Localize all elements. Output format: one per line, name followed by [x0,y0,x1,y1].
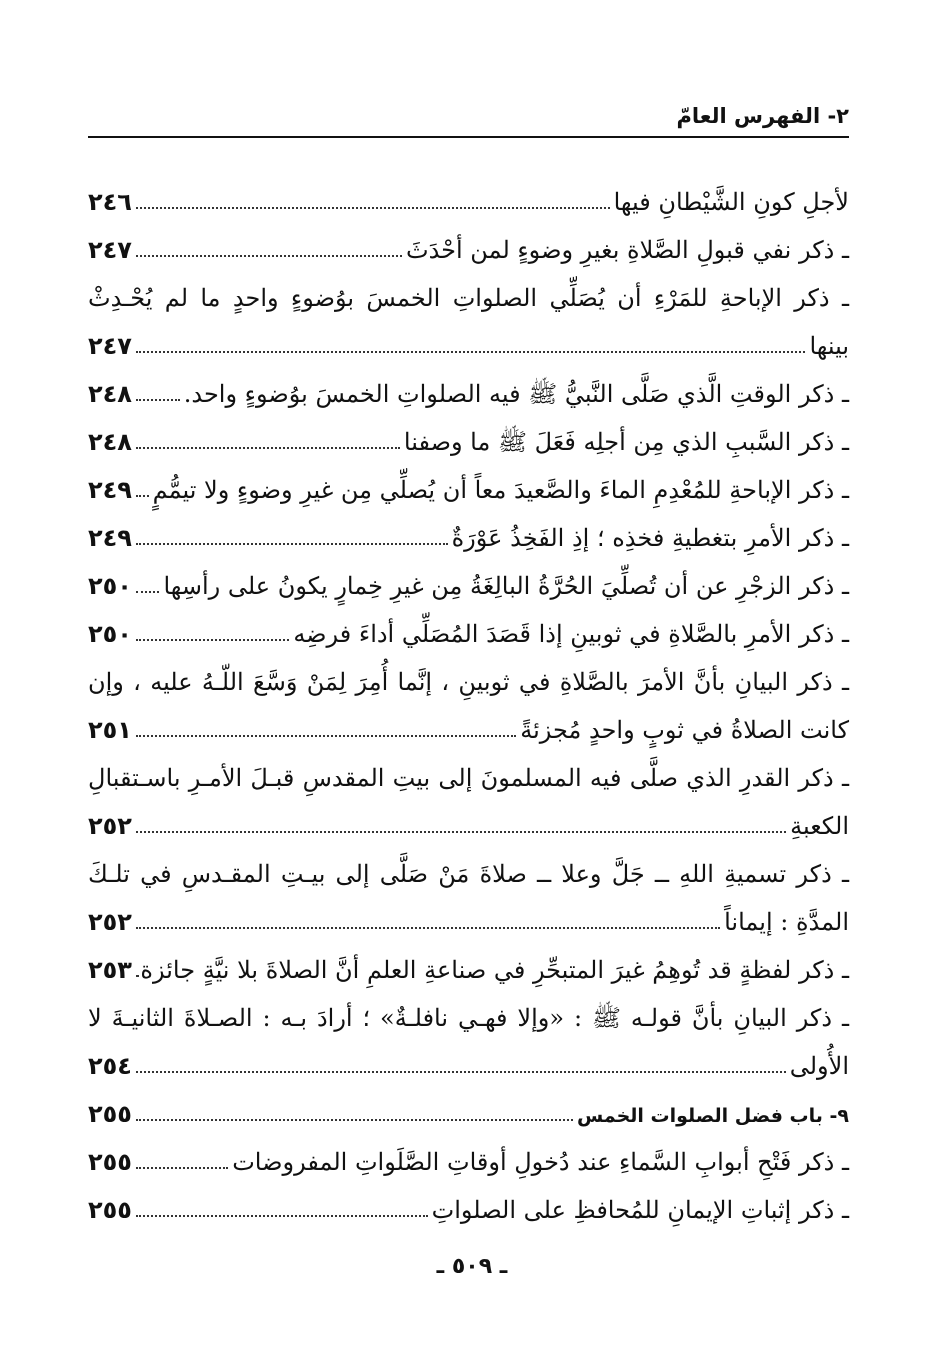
toc-entry-text: ـ ذكر تسميةِ اللهِ ــ جَلَّ وعلا ــ صلاةَ مَنْ صَلَّى إلى بيـتِ المقـدسِ في تلـكَ [88,860,849,888]
toc-page-number: ٢٥٠ [88,572,132,600]
toc-page-number: ٢٤٨ [88,428,132,456]
toc-entry-text: ـ ذكر الوقتِ الَّذي صَلَّى النَّبيُّ ﷺ فيه الصلواتِ الخمسَ بوُضوءٍ واحد. [183,380,849,408]
dot-leader [136,1119,573,1121]
toc-entry [88,1042,849,1090]
toc-entry-text: ـ ذكر الأمرِ بتغطيةِ فخذِه ؛ إذِ الفَخِذُ عَوْرَةٌ [451,524,849,552]
toc-entry [88,658,849,706]
toc-entry-text: ـ ذكر الإباحةِ للمَرْءِ أن يُصَلِّي الصلواتِ الخمسَ بوُضوءٍ واحدٍ ما لم يُحْـدِثْ [88,284,849,312]
dot-leader [136,207,610,209]
toc-entry [88,274,849,322]
toc-entry-text: المدَّةِ : إيماناً [724,908,849,936]
toc-entry [88,706,849,754]
toc-entry-text: ـ ذكر البيانِ بأنَّ الأمرَ بالصَّلاةِ في ثوبينِ ، إنَّما أُمِرَ لِمَنْ وَسَّعَ اللّـهُ عليه ، وإن [88,668,849,696]
toc-entry [88,946,849,994]
toc-entry [88,850,849,898]
toc-entry [88,226,849,274]
toc-page-number: ٢٥٤ [88,1052,132,1080]
toc-entry [88,898,849,946]
dot-leader [136,447,400,449]
header-title: ٢- الفهرس العامّ [676,104,849,128]
dot-leader [136,1071,786,1073]
toc-entry-text: ـ ذكر إثباتِ الإيمانِ للمُحافظِ على الصلواتِ [431,1196,849,1224]
toc-entry [88,562,849,610]
toc-entry-text: ـ ذكر نفي قبولِ الصَّلاةِ بغيرِ وضوءٍ لمن أحْدَثَ [405,236,849,264]
dot-leader [136,399,180,401]
toc-entry [88,1186,849,1234]
toc-entry-text: بينها [809,332,849,360]
dot-leader [136,927,720,929]
page-number: ـ ٥٠٩ ـ [436,1254,508,1279]
toc-page-number: ٢٥١ [88,716,132,744]
toc-page-number: ٢٥٥ [88,1196,132,1224]
toc-entry [88,370,849,418]
dot-leader [136,543,448,545]
dot-leader [136,1215,428,1217]
toc-entry-text: ـ ذكر فَتْحِ أبوابِ السَّماءِ عند دُخولِ أوقاتِ الصَّلَواتِ المفروضات [232,1148,849,1176]
toc-page-number: ٢٥٢ [88,908,132,936]
toc-entry-text: ٩- باب فضل الصلوات الخمس [576,1105,849,1127]
running-header [88,104,849,138]
dot-leader [136,351,806,353]
toc-entry-text: ـ ذكر الأمرِ بالصَّلاةِ في ثوبينِ إذا قَصَدَ المُصَلِّي أداءَ فرضِه [293,620,849,648]
toc-page-number: ٢٤٦ [88,188,132,216]
toc-entry [88,802,849,850]
toc-entry [88,178,849,226]
toc-entry [88,514,849,562]
dot-leader [136,735,516,737]
toc-page-number: ٢٤٩ [88,476,132,504]
toc-page-number: ٢٥٣ [88,956,132,984]
toc-page-number: ٢٥٥ [88,1100,132,1128]
toc-page-number: ٢٤٩ [88,524,132,552]
toc-entry-text: ـ ذكر لفظةٍ قد تُوهِمُ غيرَ المتبحِّرِ في صناعةِ العلمِ أنَّ الصلاةَ بلا نيَّةٍ جائزة [140,956,849,984]
toc-page-number: ٢٤٧ [88,236,132,264]
toc-page-number: ٢٥٠ [88,620,132,648]
toc-entry [88,466,849,514]
toc-entry-text: كانت الصلاةُ في ثوبٍ واحدٍ مُجزئةً [520,716,849,744]
dot-leader [136,591,160,593]
toc-section-heading [88,1090,849,1138]
toc-entry-text: ـ ذكر البيانِ بأنَّ قولـه ﷺ : «وإلا فهـي نافلـةٌ» ؛ أرادَ بـه : الصـلاةَ الثانيـةَ لا [88,1004,849,1032]
toc-entry [88,610,849,658]
toc-page-number: ٢٤٧ [88,332,132,360]
dot-leader [136,1167,228,1169]
dot-leader [136,831,786,833]
toc-entry [88,418,849,466]
toc-entry-text: ـ ذكر القدرِ الذي صلَّى فيه المسلمونَ إلى بيتِ المقدسِ قبـلَ الأمـرِ باسـتقبالِ [88,764,849,792]
dot-leader [136,495,149,497]
toc-entry-text: ـ ذكر الزجْرِ عن أن تُصلِّيَ الحُرَّةُ البالِغَةُ مِن غيرِ خِمارٍ يكونُ على رأسِها [163,572,849,600]
toc-entry-text: ـ ذكر السَّببِ الذي مِن أجلِه فَعَلَ ﷺ ما وصفنا [403,428,849,456]
table-of-contents [88,178,849,1234]
toc-entry [88,1138,849,1186]
dot-leader [136,639,289,641]
toc-page-number: ٢٥٢ [88,812,132,840]
toc-entry-text: ـ ذكر الإباحةِ للمُعْدِمِ الماءَ والصَّعيدَ معاً أن يُصلِّي مِن غيرِ وضوءٍ ولا تيمُّمٍ [152,476,849,504]
toc-entry [88,322,849,370]
toc-entry [88,994,849,1042]
toc-entry [88,754,849,802]
toc-page-number: ٢٤٨ [88,380,132,408]
toc-entry-text: الكعبةِ [790,812,849,840]
dot-leader [136,255,402,257]
toc-page-number: ٢٥٥ [88,1148,132,1176]
toc-entry-text: الأُولى [789,1052,849,1080]
toc-entry-text: لأجلِ كونِ الشَّيْطانِ فيها [613,188,849,216]
